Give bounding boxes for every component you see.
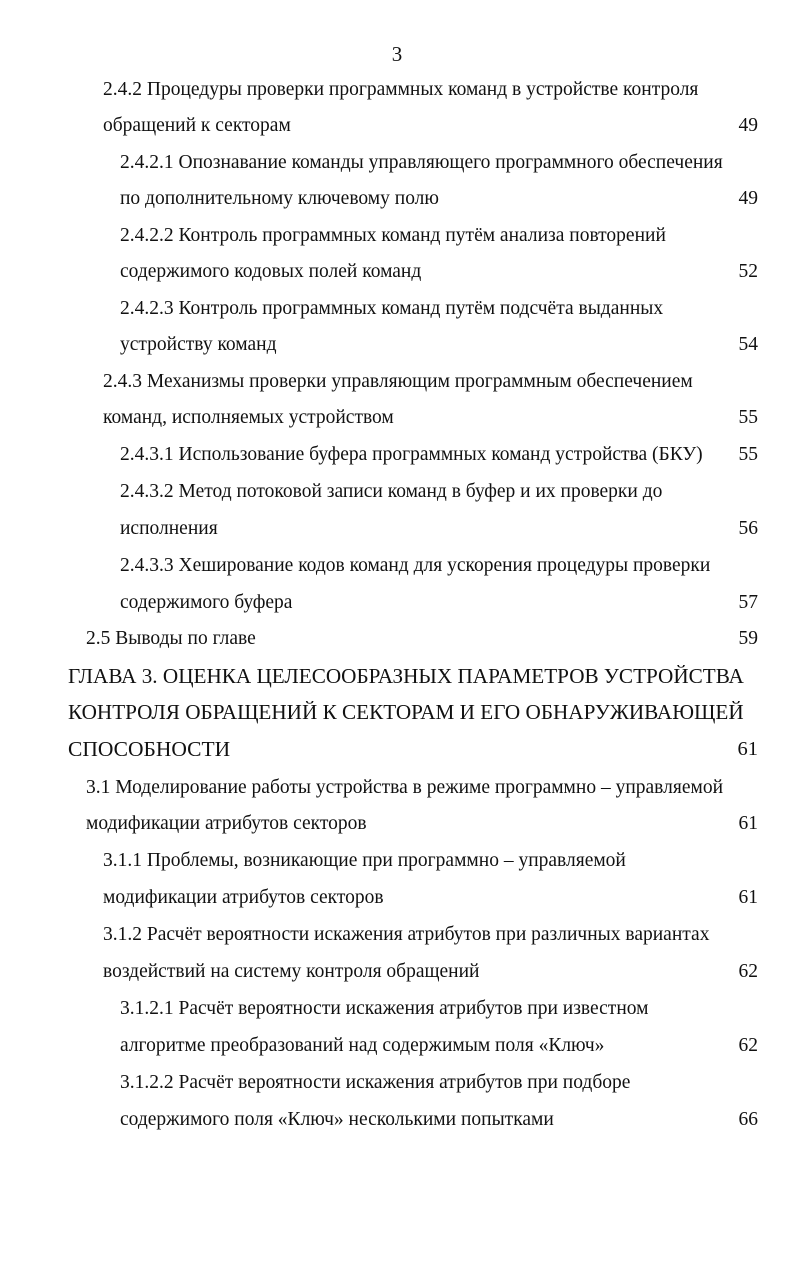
toc-entry-3-1-1-line-2: модификации атрибутов секторов	[103, 887, 384, 908]
toc-entry-2-4-3-1-page: 55	[738, 444, 758, 465]
toc-entry-2-4-3-2-line-1: 2.4.3.2 Метод потоковой записи команд в буфер и их проверки до	[120, 481, 663, 502]
toc-entry-3-1-2-1-line-1: 3.1.2.1 Расчёт вероятности искажения атрибутов при известном	[120, 998, 649, 1019]
toc-entry-3-1-2-page: 62	[738, 961, 758, 982]
toc-entry-2-4-3-3-line-2: содержимого буфера	[120, 592, 293, 613]
toc-entry-2-4-2-page: 49	[738, 115, 758, 136]
toc-entry-2-4-3-3-page: 57	[738, 592, 758, 613]
toc-entry-2-4-3-3-line-1: 2.4.3.3 Хеширование кодов команд для ускорения процедуры проверки	[120, 555, 711, 576]
page-number: 3	[391, 42, 403, 66]
toc-entry-3-1-line-2: модификации атрибутов секторов	[86, 813, 367, 834]
toc-entry-2-4-2-3-line-2: устройству команд	[120, 334, 277, 355]
toc-entry-3-1-2-1-line-2: алгоритме преобразований над содержимым поля «Ключ»	[120, 1035, 605, 1056]
toc-entry-2-4-3-line-1: 2.4.3 Механизмы проверки управляющим программным обеспечением	[103, 371, 693, 392]
toc-entry-3-1-1-line-1: 3.1.1 Проблемы, возникающие при программно – управляемой	[103, 850, 626, 871]
toc-entry-2-4-3-line-2: команд, исполняемых устройством	[103, 407, 394, 428]
toc-chapter-3-page: 61	[737, 738, 758, 760]
toc-entry-3-1-page: 61	[738, 813, 758, 834]
toc-entry-3-1-1-page: 61	[738, 887, 758, 908]
toc-entry-2-4-2-2-line-1: 2.4.2.2 Контроль программных команд путём анализа повторений	[120, 225, 666, 246]
toc-entry-3-1-2-1-page: 62	[738, 1035, 758, 1056]
toc-entry-3-1-2-line-1: 3.1.2 Расчёт вероятности искажения атрибутов при различных вариантах	[103, 924, 710, 945]
toc-entry-2-4-2-1-line-2: по дополнительному ключевому полю	[120, 188, 439, 209]
toc-entry-2-4-2-2-page: 52	[738, 261, 758, 282]
toc-entry-2-4-2-1-page: 49	[738, 188, 758, 209]
toc-entry-3-1-2-2-line-1: 3.1.2.2 Расчёт вероятности искажения атрибутов при подборе	[120, 1072, 631, 1093]
toc-entry-3-1-2-line-2: воздействий на систему контроля обращений	[103, 961, 480, 982]
toc-entry-2-4-2-3-page: 54	[738, 334, 758, 355]
toc-entry-2-5-line-1: 2.5 Выводы по главе	[86, 628, 256, 649]
toc-chapter-3-line-2: КОНТРОЛЯ ОБРАЩЕНИЙ К СЕКТОРАМ И ЕГО ОБНАРУЖИВАЮЩЕЙ	[68, 700, 744, 724]
toc-entry-2-4-3-2-line-2: исполнения	[120, 518, 218, 539]
toc-entry-2-4-2-1-line-1: 2.4.2.1 Опознавание команды управляющего программного обеспечения	[120, 152, 723, 173]
toc-entry-2-4-3-page: 55	[738, 407, 758, 428]
toc-entry-3-1-2-2-page: 66	[738, 1109, 758, 1130]
toc-entry-2-4-3-2-page: 56	[738, 518, 758, 539]
toc-entry-2-5-page: 59	[738, 628, 758, 649]
toc-entry-2-4-3-1-line-1: 2.4.3.1 Использование буфера программных команд устройства (БКУ)	[120, 444, 703, 465]
toc-entry-3-1-2-2-line-2: содержимого поля «Ключ» несколькими попытками	[120, 1109, 554, 1130]
toc-entry-2-4-2-line-2: обращений к секторам	[103, 115, 291, 136]
toc-chapter-3-line-1: ГЛАВА 3. ОЦЕНКА ЦЕЛЕСООБРАЗНЫХ ПАРАМЕТРОВ УСТРОЙСТВА	[68, 664, 744, 688]
toc-chapter-3-line-3: СПОСОБНОСТИ	[68, 737, 231, 761]
toc-entry-2-4-2-3-line-1: 2.4.2.3 Контроль программных команд путём подсчёта выданных	[120, 298, 664, 319]
toc-entry-2-4-2-line-1: 2.4.2 Процедуры проверки программных команд в устройстве контроля	[103, 79, 699, 100]
toc-entry-3-1-line-1: 3.1 Моделирование работы устройства в режиме программно – управляемой	[86, 777, 724, 798]
toc-entry-2-4-2-2-line-2: содержимого кодовых полей команд	[120, 261, 422, 282]
